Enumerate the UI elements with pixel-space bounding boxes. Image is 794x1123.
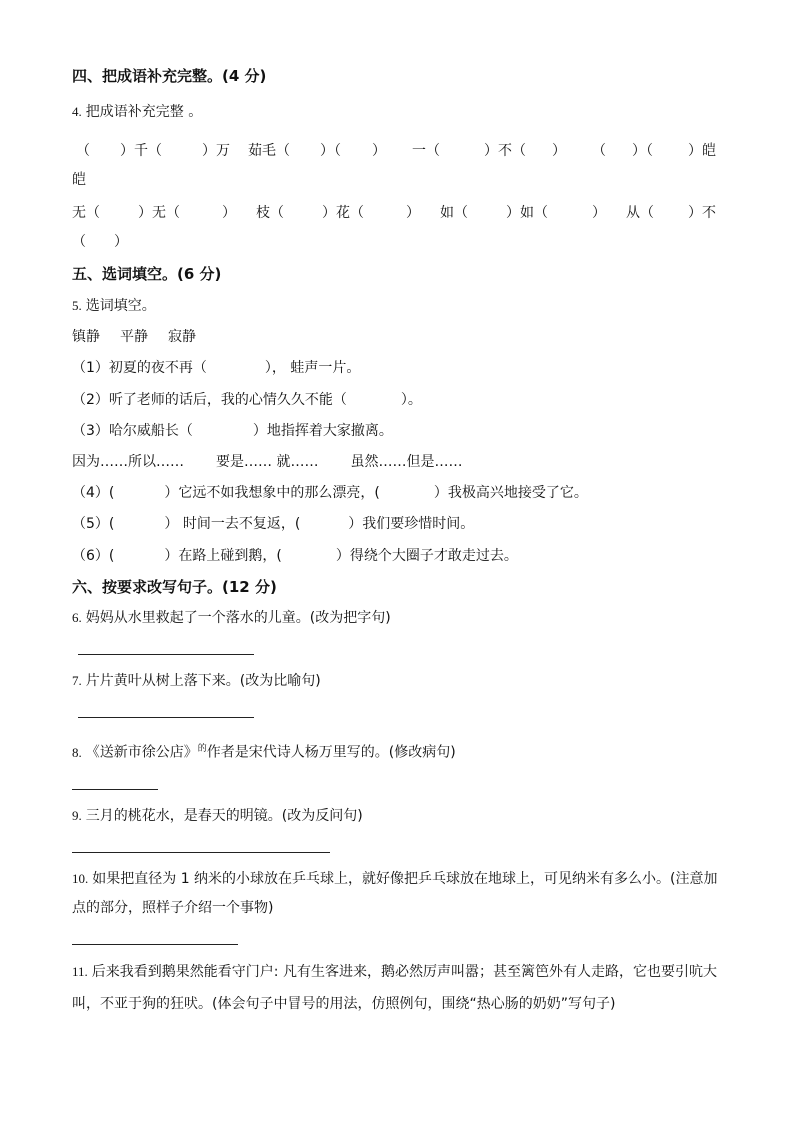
- question-number: 7.: [72, 673, 82, 688]
- fill-item-2: [72, 390, 422, 410]
- question-10-line-1: [72, 869, 718, 889]
- idiom-fragment: 枝（: [256, 205, 284, 221]
- item-text: （6）(: [72, 548, 115, 564]
- question-number: 6.: [72, 610, 82, 625]
- answer-line-8[interactable]: [72, 789, 158, 790]
- idiom-fragment: ）如（: [506, 205, 548, 221]
- answer-line-6[interactable]: [78, 654, 254, 655]
- word-option: 因为……所以……: [72, 454, 184, 470]
- item-text: ）我极高兴地接受了它。: [433, 485, 588, 501]
- item-text: （1）初夏的夜不再（: [72, 360, 207, 376]
- question-text: 片片黄叶从树上落下来。(改为比喻句): [85, 673, 321, 689]
- idiom-fragment: 无（: [72, 205, 100, 221]
- question-text: 作者是宋代诗人杨万里写的。(修改病句): [206, 744, 456, 761]
- question-number: 8.: [72, 744, 82, 760]
- fill-item-4: [72, 483, 588, 503]
- item-text: ）得绕个大圈子才敢走过去。: [335, 548, 518, 564]
- question-text: 把成语补充完整 。: [85, 104, 203, 120]
- word-bank-2: [72, 452, 462, 472]
- question-number: 11.: [72, 964, 88, 979]
- answer-line-10[interactable]: [72, 944, 238, 945]
- fill-item-1: [72, 358, 360, 378]
- item-text: （3）哈尔威船长（: [72, 423, 193, 439]
- question-11-line-1: [72, 962, 717, 982]
- question-number: 9.: [72, 808, 82, 823]
- item-text: ）， 蛙声一片。: [264, 360, 361, 376]
- question-10-line-2: 点的部分，照样子介绍一个事物): [72, 900, 274, 916]
- item-text: ）它远不如我想象中的那么漂亮，(: [164, 485, 380, 501]
- idiom-fragment: ）皑: [688, 143, 716, 159]
- idiom-fragment: ）无（: [138, 205, 180, 221]
- idiom-fragment: 从（: [626, 205, 654, 221]
- question-8: [72, 739, 456, 763]
- idiom-row-1: [72, 140, 724, 162]
- question-text: 三月的桃花水，是春天的明镜。(改为反问句): [85, 808, 363, 824]
- item-text: ）我们要珍惜时间。: [348, 516, 475, 532]
- word-option: 要是…… 就……: [216, 454, 319, 470]
- idiom-fragment: ）花（: [322, 205, 364, 221]
- item-text: ） 时间一去不复返，(: [164, 516, 301, 532]
- word-option: 虽然……但是……: [350, 454, 463, 470]
- word-option: 镇静: [72, 329, 100, 345]
- question-11-line-2: 叫，不亚于狗的狂吠。(体会句子中冒号的用法，仿照例句，围绕“热心肠的奶奶”写句子): [72, 996, 616, 1012]
- idiom-row-2: [72, 202, 724, 224]
- idiom-fragment: ）千（: [120, 143, 162, 159]
- section-4-heading: 四、把成语补充完整。(4 分): [72, 67, 267, 85]
- idiom-row-2-wrap: （ ）: [72, 234, 128, 250]
- item-text: ）。: [400, 392, 422, 408]
- question-text: 妈妈从水里救起了一个落水的儿童。(改为把字句): [85, 610, 391, 626]
- question-9: [72, 806, 363, 826]
- question-4: [72, 102, 202, 122]
- item-text: ）在路上碰到鹅，(: [164, 548, 282, 564]
- item-text: ）地指挥着大家撤离。: [252, 423, 393, 439]
- answer-line-9[interactable]: [72, 852, 330, 853]
- word-option: 寂静: [168, 329, 196, 345]
- idiom-fragment: ）: [222, 205, 236, 221]
- idiom-fragment: ）: [592, 205, 606, 221]
- idiom-fragment: ）: [552, 143, 566, 159]
- idiom-fragment: ）: [372, 143, 386, 159]
- fill-item-6: [72, 546, 518, 566]
- word-option: 平静: [120, 329, 148, 345]
- idiom-fragment: 如（: [440, 205, 468, 221]
- idiom-fragment: ）（: [320, 143, 341, 159]
- question-number: 10.: [72, 871, 89, 886]
- item-text: （2）听了老师的话后，我的心情久久不能（: [72, 392, 347, 408]
- question-5: [72, 296, 156, 316]
- question-text: 《送新市徐公店》: [85, 744, 198, 761]
- idiom-fragment: （: [76, 143, 90, 159]
- question-7: [72, 671, 321, 691]
- idiom-fragment: （: [592, 143, 606, 159]
- idiom-fragment: ）不: [688, 205, 716, 221]
- answer-line-7[interactable]: [78, 717, 254, 718]
- question-text-mark: 的: [197, 744, 207, 754]
- item-text: （4）(: [72, 485, 115, 501]
- word-bank-1: [72, 327, 196, 347]
- question-text: 后来我看到鹅果然能看守门户: 凡有生客进来，鹅必然厉声叫嚣；甚至篱笆外有人走路，它也要引吭大: [91, 964, 717, 980]
- fill-item-3: [72, 421, 393, 441]
- section-5-heading: 五、选词填空。(6 分): [72, 265, 222, 283]
- question-6: [72, 608, 391, 628]
- question-number: 4.: [72, 104, 82, 119]
- question-text: 选词填空。: [85, 298, 156, 314]
- section-6-heading: 六、按要求改写句子。(12 分): [72, 578, 277, 596]
- idiom-row-1-wrap: 皑: [72, 172, 86, 188]
- item-text: （5）(: [72, 516, 115, 532]
- idiom-fragment: 茹毛（: [248, 143, 290, 159]
- idiom-fragment: ）: [406, 205, 420, 221]
- idiom-fragment: ）（: [632, 143, 653, 159]
- idiom-fragment: ）万: [202, 143, 230, 159]
- question-text: 如果把直径为 1 纳米的小球放在乒乓球上，就好像把乒乓球放在地球上，可见纳米有多么小。(注意加: [92, 871, 718, 887]
- fill-item-5: [72, 514, 474, 534]
- idiom-fragment: ）不（: [484, 143, 526, 159]
- idiom-fragment: 一（: [412, 143, 440, 159]
- question-number: 5.: [72, 298, 82, 313]
